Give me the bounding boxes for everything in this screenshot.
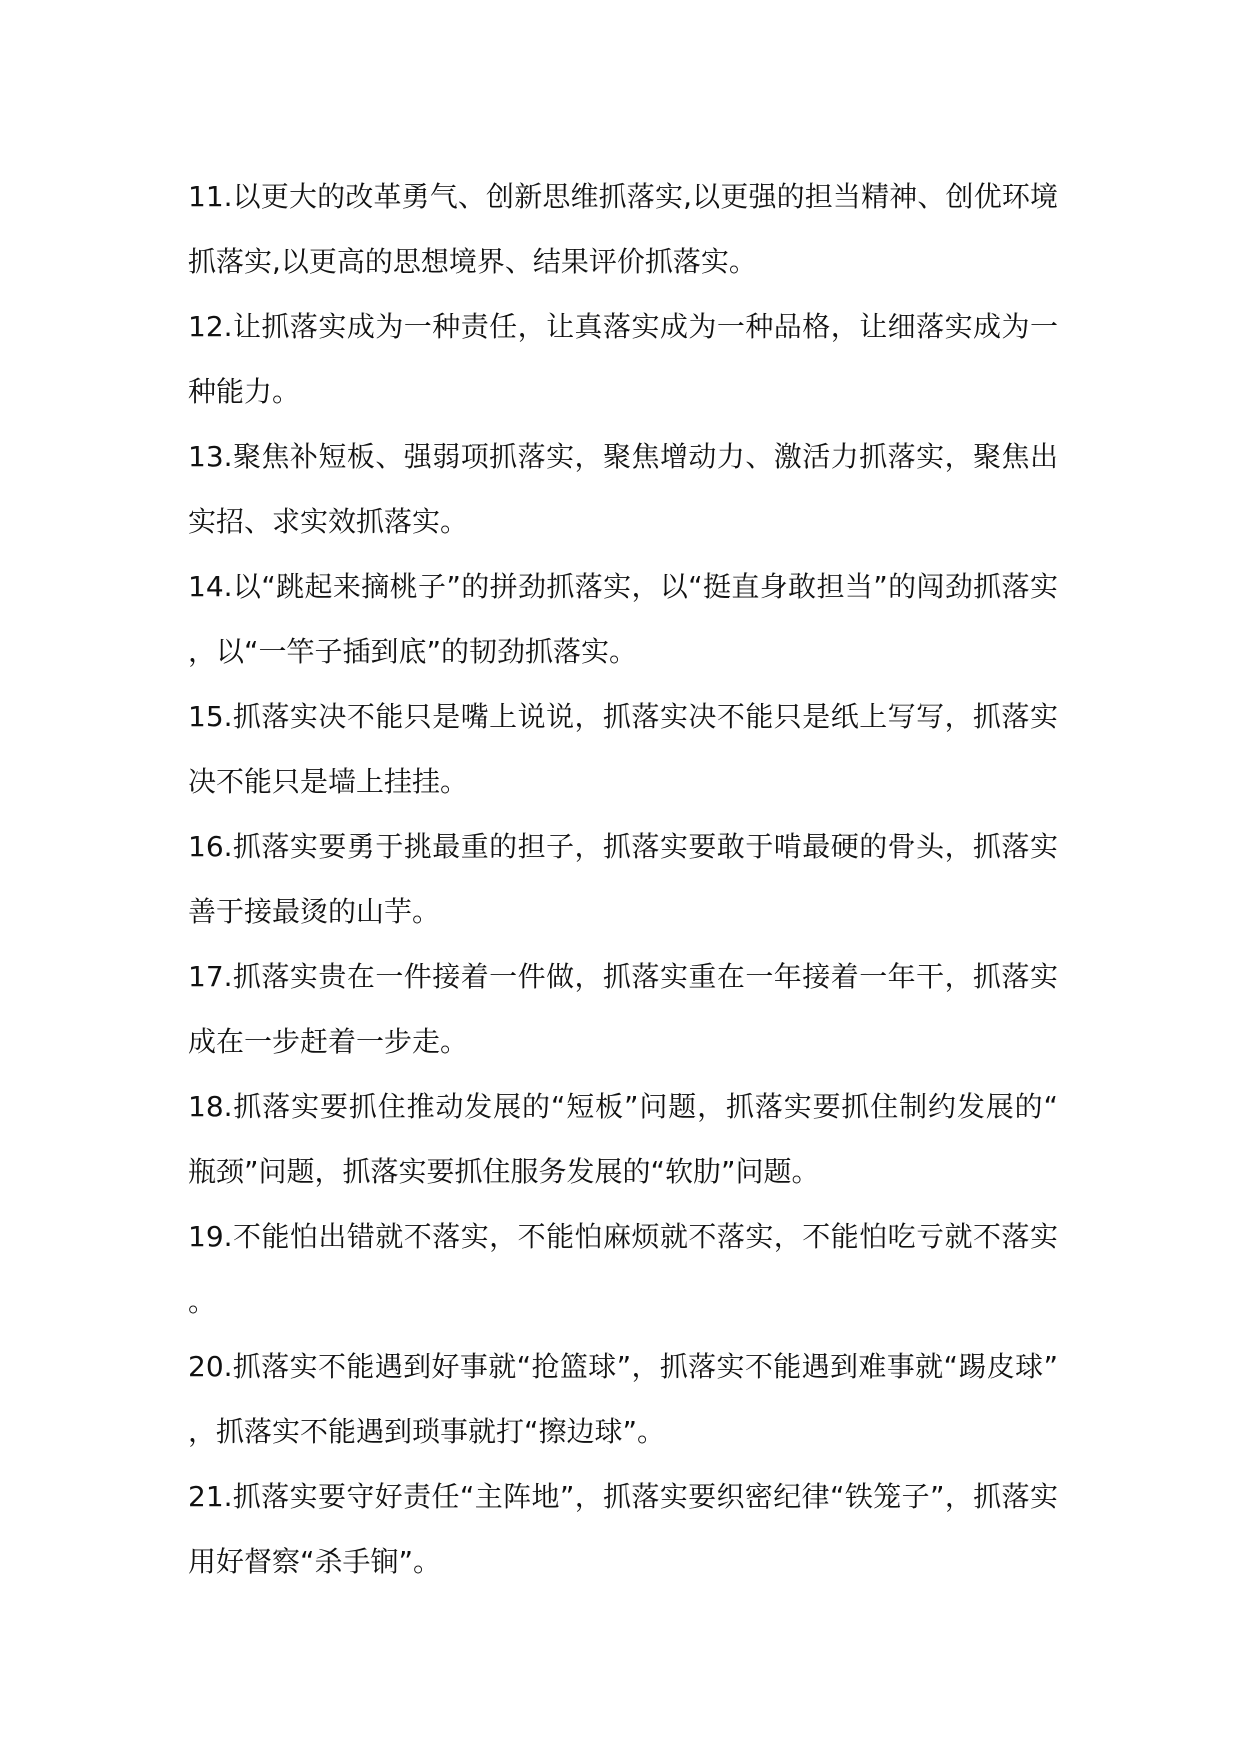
list-item-15: 15.抓落实决不能只是嘴上说说，抓落实决不能只是纸上写写，抓落实决不能只是墙上挂挂。 bbox=[188, 700, 1058, 798]
list-item-11: 11.以更大的改革勇气、创新思维抓落实,以更强的担当精神、创优环境抓落实,以更高的思想境界、结果评价抓落实。 bbox=[188, 180, 1058, 278]
list-item-14: 14.以“跳起来摘桃子”的拼劲抓落实，以“挺直身敢担当”的闯劲抓落实，以“一竿子插到底”的韧劲抓落实。 bbox=[188, 570, 1058, 668]
list-item-17: 17.抓落实贵在一件接着一件做，抓落实重在一年接着一年干，抓落实成在一步赶着一步走。 bbox=[188, 960, 1058, 1058]
list-item-18: 18.抓落实要抓住推动发展的“短板”问题，抓落实要抓住制约发展的“瓶颈”问题，抓落实要抓住服务发展的“软肋”问题。 bbox=[188, 1090, 1058, 1188]
list-item-12: 12.让抓落实成为一种责任，让真落实成为一种品格，让细落实成为一种能力。 bbox=[188, 310, 1058, 408]
document-body bbox=[188, 164, 1058, 1594]
list-item-13: 13.聚焦补短板、强弱项抓落实，聚焦增动力、激活力抓落实，聚焦出实招、求实效抓落实。 bbox=[188, 440, 1058, 538]
list-item-20: 20.抓落实不能遇到好事就“抢篮球”，抓落实不能遇到难事就“踢皮球”，抓落实不能遇到琐事就打“擦边球”。 bbox=[188, 1350, 1058, 1448]
list-item-19: 19.不能怕出错就不落实，不能怕麻烦就不落实，不能怕吃亏就不落实。 bbox=[188, 1220, 1058, 1318]
list-item-21: 21.抓落实要守好责任“主阵地”，抓落实要织密纪律“铁笼子”，抓落实用好督察“杀手锏”。 bbox=[188, 1480, 1058, 1578]
list-item-16: 16.抓落实要勇于挑最重的担子，抓落实要敢于啃最硬的骨头，抓落实善于接最烫的山芋。 bbox=[188, 830, 1058, 928]
